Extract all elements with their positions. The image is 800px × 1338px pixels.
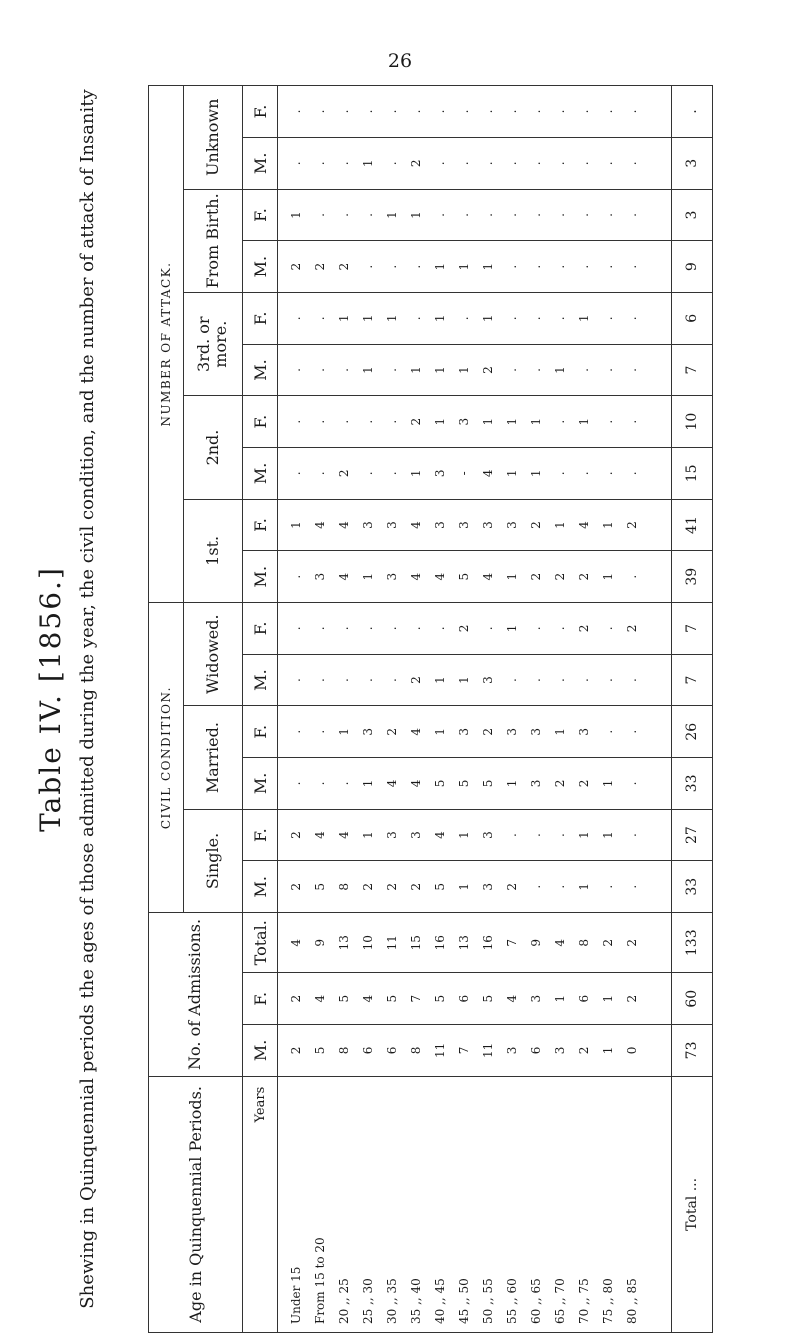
adm-m-header: M. bbox=[243, 1025, 278, 1077]
total-third-f: 6 bbox=[672, 293, 713, 345]
first-f-header: F. bbox=[243, 499, 278, 551]
single-header: Single. bbox=[184, 809, 243, 912]
total-widowed-f: 7 bbox=[672, 603, 713, 655]
third-m-column: . . . 1 . 1 1 1 2 . . 1 . . . bbox=[278, 344, 672, 396]
widowed-m-column: . . . . . 2 1 1 3 . . . . . . bbox=[278, 654, 672, 706]
number-of-attack-header: NUMBER OF ATTACK. bbox=[149, 86, 184, 603]
single-f-column: 2 4 4 1 3 3 4 1 3 . . . 1 1 . bbox=[278, 809, 672, 861]
birth-m-header: M. bbox=[243, 241, 278, 293]
table-caption: Shewing in Quinquennial periods the ages of those admitted during the year, the civil condition, and the number of attack of Insanity bbox=[77, 89, 98, 1309]
second-m-header: M. bbox=[243, 448, 278, 500]
page-number: 26 bbox=[387, 50, 413, 72]
first-f-column: 1 4 4 3 3 4 3 3 3 3 2 1 4 1 2 bbox=[278, 499, 672, 551]
widowed-f-header: F. bbox=[243, 603, 278, 655]
total-adm-total: 133 bbox=[672, 913, 713, 973]
married-f-header: F. bbox=[243, 706, 278, 758]
total-widowed-m: 7 bbox=[672, 654, 713, 706]
widowed-header: Widowed. bbox=[184, 603, 243, 706]
second-f-column: . . . . . 2 1 3 1 1 1 . 1 . . bbox=[278, 396, 672, 448]
single-m-column: 2 5 8 2 2 2 5 1 3 2 . . 1 . . bbox=[278, 861, 672, 913]
total-first-m: 39 bbox=[672, 551, 713, 603]
married-m-column: . . . 1 4 4 5 5 5 1 3 2 2 1 . bbox=[278, 758, 672, 810]
total-adm-m: 73 bbox=[672, 1025, 713, 1077]
adm-total-column: 4 9 13 10 11 15 16 13 16 7 9 4 8 2 2 bbox=[278, 913, 672, 973]
adm-total-header: Total. bbox=[243, 913, 278, 973]
age-periods-header: Age in Quinquennial Periods. bbox=[149, 1076, 243, 1332]
adm-f-column: 2 4 5 4 5 7 5 6 5 4 3 1 6 1 2 bbox=[278, 973, 672, 1025]
table-title: Table IV. [1856.] bbox=[34, 566, 67, 832]
unknown-f-header: F. bbox=[243, 86, 278, 138]
total-unknown-m: 3 bbox=[672, 137, 713, 189]
insanity-admissions-table bbox=[148, 85, 713, 1333]
total-married-f: 26 bbox=[672, 706, 713, 758]
total-birth-f: 3 bbox=[672, 189, 713, 241]
widowed-f-column: . . . . . . . 2 . 1 . . 2 . 2 bbox=[278, 603, 672, 655]
civil-condition-header: CIVIL CONDITION. bbox=[149, 603, 184, 913]
total-single-f: 27 bbox=[672, 809, 713, 861]
third-attack-header: 3rd. or more. bbox=[184, 293, 243, 396]
age-periods-column: Under 15 From 15 to 20 20 ,, 25 25 ,, 30 30 ,, 35 35 ,, 40 40 ,, 45 45 ,, 50 50 ,, 55 55 ,, 60 60 ,, 65 65 ,, 70 70 ,, 75 75 ,, 80 80 ,, 85 bbox=[278, 1076, 672, 1332]
first-attack-header: 1st. bbox=[184, 499, 243, 602]
second-m-column: . . 2 . . 1 3 - 4 1 1 . . . . bbox=[278, 448, 672, 500]
total-single-m: 33 bbox=[672, 861, 713, 913]
total-third-m: 7 bbox=[672, 344, 713, 396]
adm-f-header: F. bbox=[243, 973, 278, 1025]
married-header: Married. bbox=[184, 706, 243, 809]
unknown-m-header: M. bbox=[243, 137, 278, 189]
total-first-f: 41 bbox=[672, 499, 713, 551]
title-block bbox=[28, 80, 123, 1318]
total-married-m: 33 bbox=[672, 758, 713, 810]
birth-f-column: 1 . . . 1 1 . . . . . . . . . bbox=[278, 189, 672, 241]
single-m-header: M. bbox=[243, 861, 278, 913]
from-birth-header: From Birth. bbox=[184, 189, 243, 292]
total-birth-m: 9 bbox=[672, 241, 713, 293]
total-second-f: 10 bbox=[672, 396, 713, 448]
admissions-header: No. of Admissions. bbox=[149, 913, 243, 1077]
adm-m-column: 2 5 8 6 6 8 11 7 11 3 6 3 2 1 0 bbox=[278, 1025, 672, 1077]
first-m-column: . 3 4 1 3 4 4 5 4 1 2 2 2 1 . bbox=[278, 551, 672, 603]
second-f-header: F. bbox=[243, 396, 278, 448]
second-attack-header: 2nd. bbox=[184, 396, 243, 499]
single-f-header: F. bbox=[243, 809, 278, 861]
total-label: Total ... bbox=[672, 1076, 713, 1332]
total-adm-f: 60 bbox=[672, 973, 713, 1025]
unknown-m-column: . . . 1 . 2 . . . . . . . . . bbox=[278, 137, 672, 189]
third-m-header: M. bbox=[243, 344, 278, 396]
birth-m-column: 2 2 2 . . . 1 1 1 . . . . . . bbox=[278, 241, 672, 293]
total-second-m: 15 bbox=[672, 448, 713, 500]
married-m-header: M. bbox=[243, 758, 278, 810]
widowed-m-header: M. bbox=[243, 654, 278, 706]
third-f-header: F. bbox=[243, 293, 278, 345]
birth-f-header: F. bbox=[243, 189, 278, 241]
years-label: Years bbox=[243, 1076, 278, 1332]
first-m-header: M. bbox=[243, 551, 278, 603]
married-f-column: . . 1 3 2 4 1 3 2 3 3 1 3 . . bbox=[278, 706, 672, 758]
third-f-column: . . 1 1 1 . 1 . 1 . . . 1 . . bbox=[278, 293, 672, 345]
total-unknown-f: . bbox=[672, 86, 713, 138]
table-container bbox=[148, 85, 713, 1333]
unknown-f-column: . . . . . . . . . . . . . . . bbox=[278, 86, 672, 138]
unknown-header: Unknown bbox=[184, 86, 243, 190]
